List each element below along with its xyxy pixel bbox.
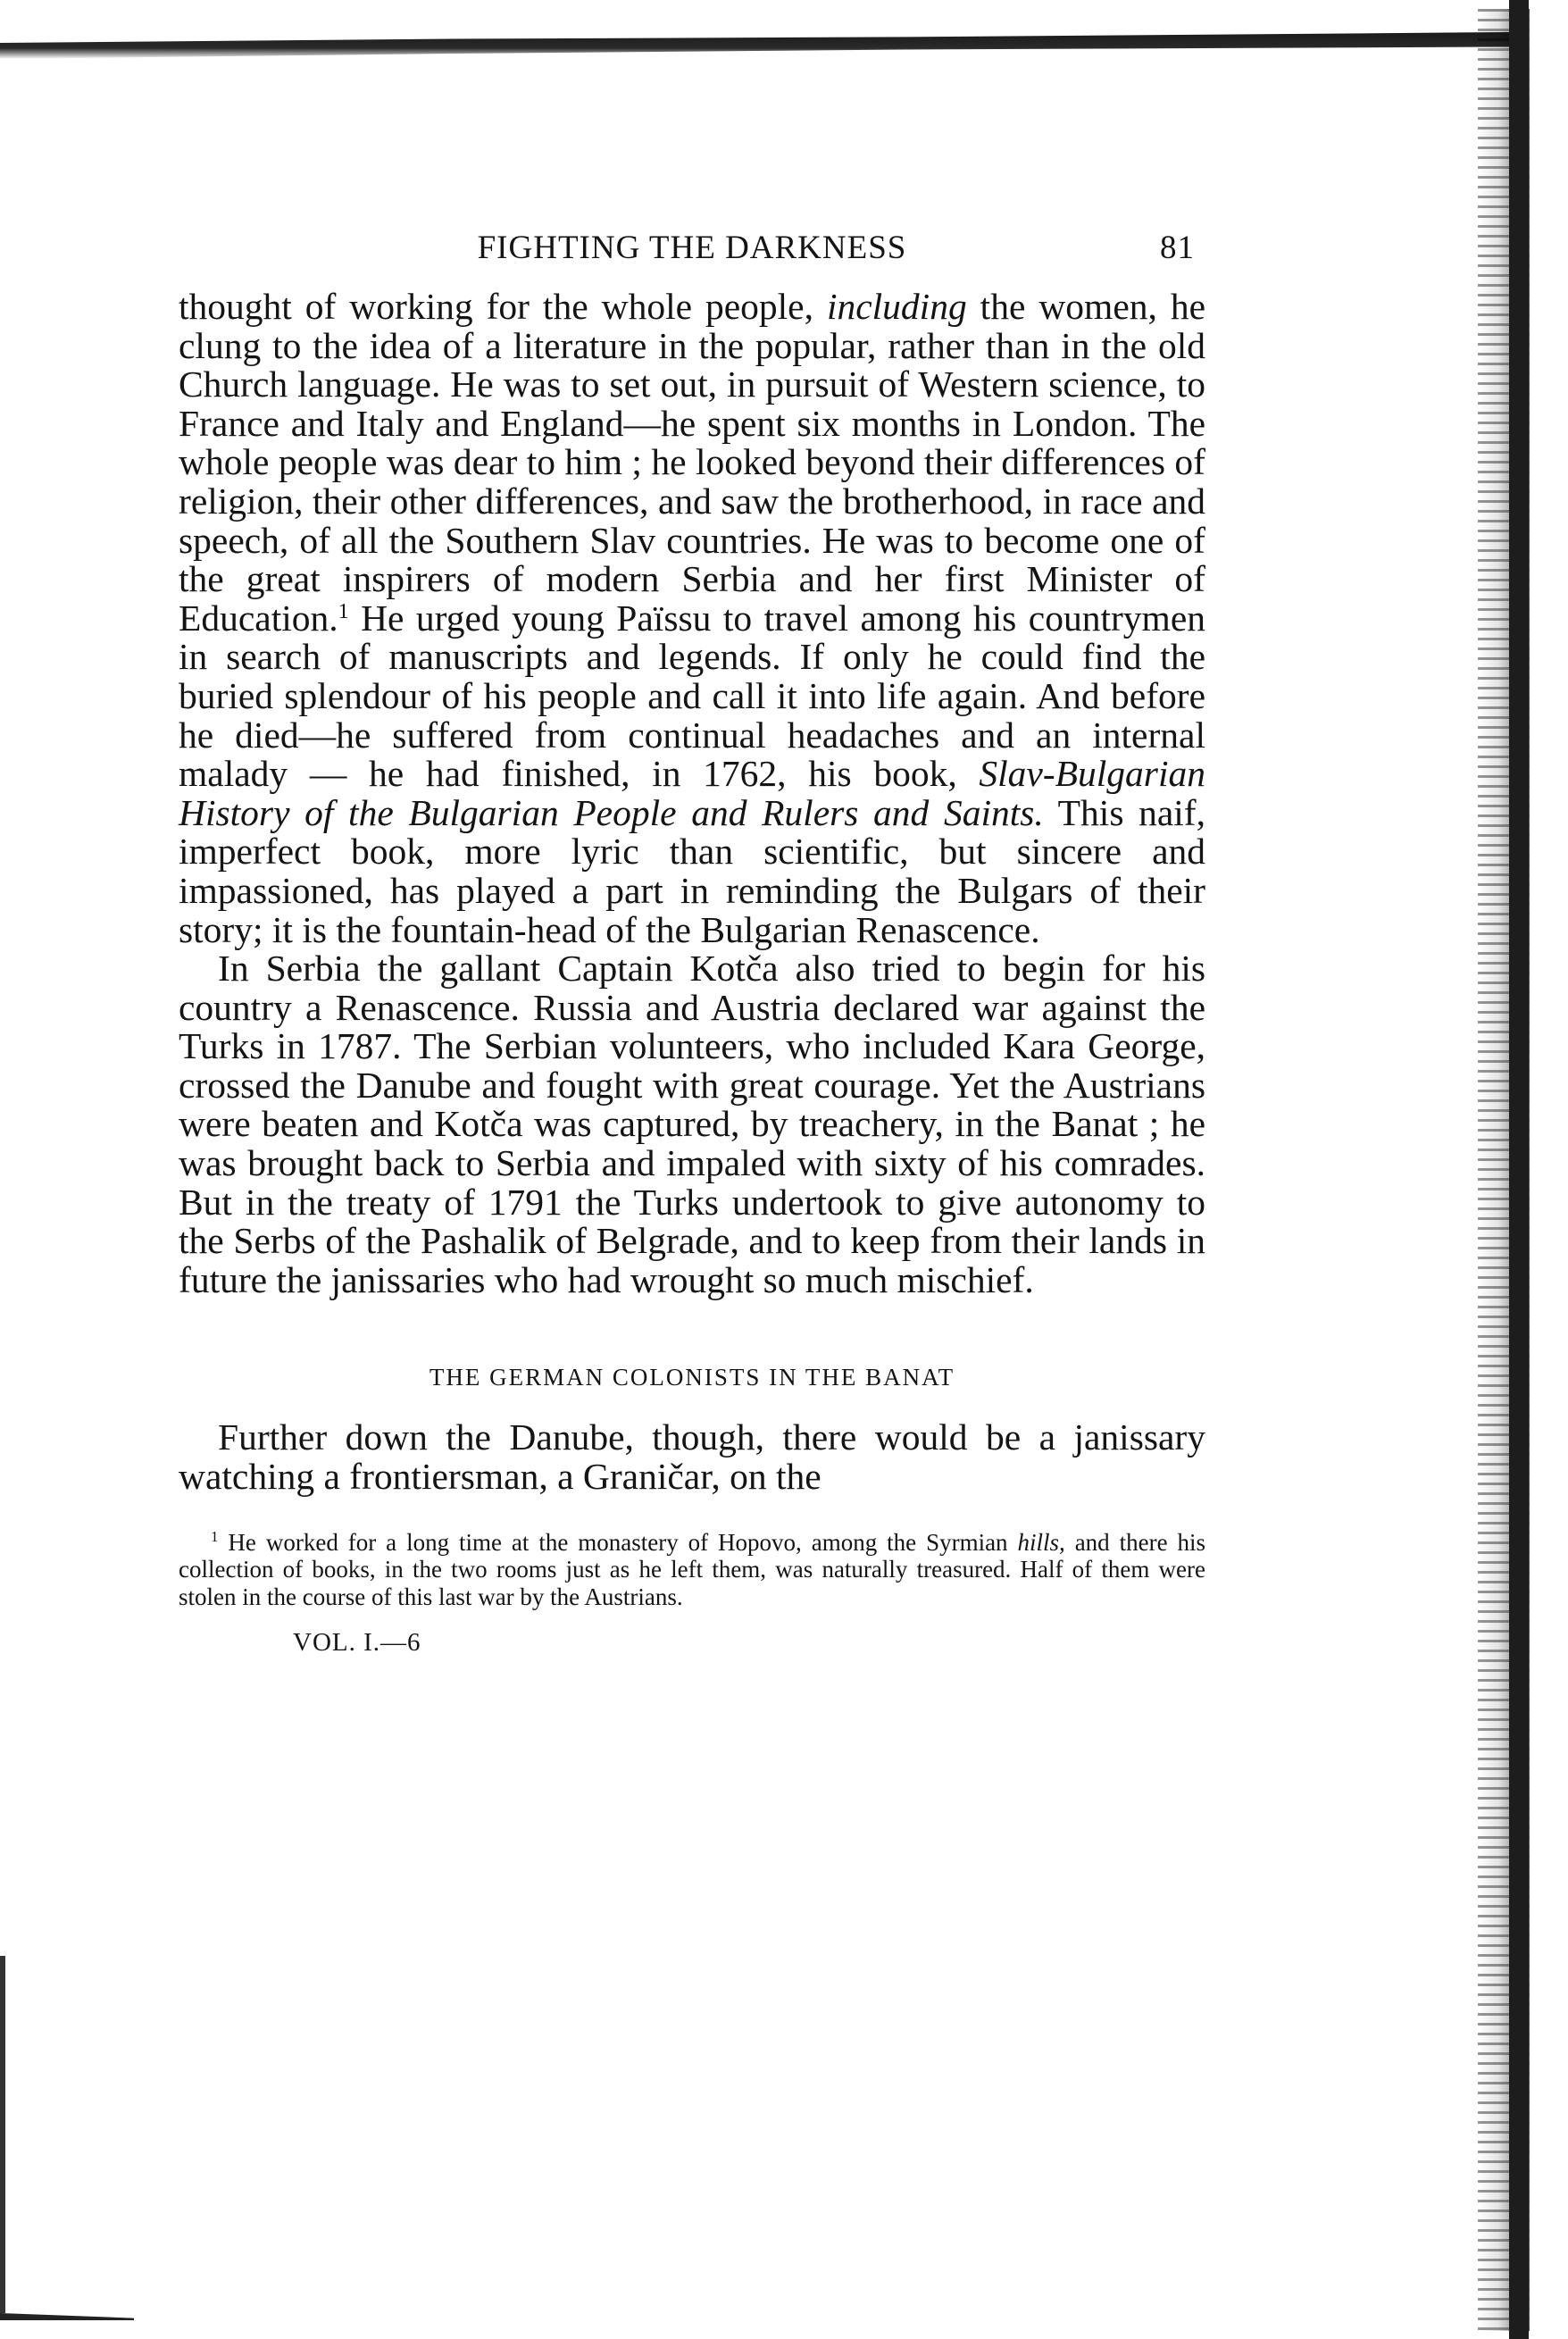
- scan-border-bottom: [0, 2313, 134, 2320]
- section-body: [179, 1418, 1205, 1496]
- paragraph-2: In Serbia the gallant Captain Kotča also tried to begin for his country a Renascence. Russia and Austria declared war against the Turks in 1787. The Serbian volunteers, who included Kara George, crossed the Danube and fought with great courage. Yet the Austrians were beaten and Kotča was captured, by treachery, in the Banat ; he was brought back to Serbia and impaled with sixty of his comrades. But in the treaty of 1791 the Turks undertook to give autonomy to the Serbs of the Pashalik of Belgrade, and to keep from their lands in future the janissaries who had wrought so much mischief.: [179, 948, 1205, 1300]
- footnote-reference: 1: [338, 599, 349, 623]
- section-heading: THE GERMAN COLONISTS IN THE BANAT: [429, 1364, 955, 1391]
- book-page: [179, 214, 1205, 1658]
- p1-text-c: He urged young Païssu to travel among his countrymen in search of manuscripts and legends. If only he could find the buried splendour of his people and call it into life again. And before he died—he suffered from continual headaches and an internal malady — he had finished, in 1762, his book,: [179, 597, 1205, 795]
- chapter-title: FIGHTING THE DARKNESS: [477, 230, 907, 266]
- scan-border-right: [1509, 0, 1529, 2339]
- body-text: [179, 288, 1205, 1299]
- p1-italic-including: including: [826, 286, 967, 327]
- paragraph-3: Further down the Danube, though, there would be a janissary watching a frontiersman, a Graničar, on the: [179, 1416, 1205, 1498]
- p1-text-b: the women, he clung to the idea of a literature in the popular, rather than in the old Church language. He was to set out, in pursuit of Western science, to France and Italy and England—he spent six months in London. The whole people was dear to him ; he looked beyond their differences of religion, their other differences, and saw the brotherhood, in race and speech, of all the Southern Slav countries. He was to become one of the great inspirers of modern Serbia and her first Minister of Education.: [179, 286, 1205, 639]
- footnote-text-a: He worked for a long time at the monastery of Hopovo, among the Syrmian: [218, 1528, 1018, 1556]
- scan-shadow-top: [0, 32, 1509, 59]
- paragraph-1: [179, 288, 1205, 949]
- p1-text-d: This naif, imperfect book, more lyric than scientific, but sincere and impassioned, has played a part in reminding the Bulgars of their story; it is the fountain-head of the Bulgarian Renascence.: [179, 791, 1205, 950]
- volume-signature: VOL. I.—6: [293, 1628, 421, 1658]
- footnote-marker: 1: [211, 1527, 219, 1545]
- footnote-text-b: and there his collection of books, in the two rooms just as he left them, was naturally treasured. Half of them were stolen in the course of this last war by the Austrians.: [179, 1528, 1206, 1610]
- page-number: 81: [1160, 230, 1195, 266]
- running-head: [179, 214, 1205, 277]
- p1-text-a: thought of working for the whole people,: [179, 286, 827, 327]
- footnote: [179, 1529, 1205, 1611]
- book-title: Slav-Bulgarian History of the Bulgarian People and Rulers and Saints.: [179, 753, 1205, 833]
- scan-border-left: [0, 1956, 5, 2313]
- footnote-italic: hills,: [1017, 1528, 1065, 1556]
